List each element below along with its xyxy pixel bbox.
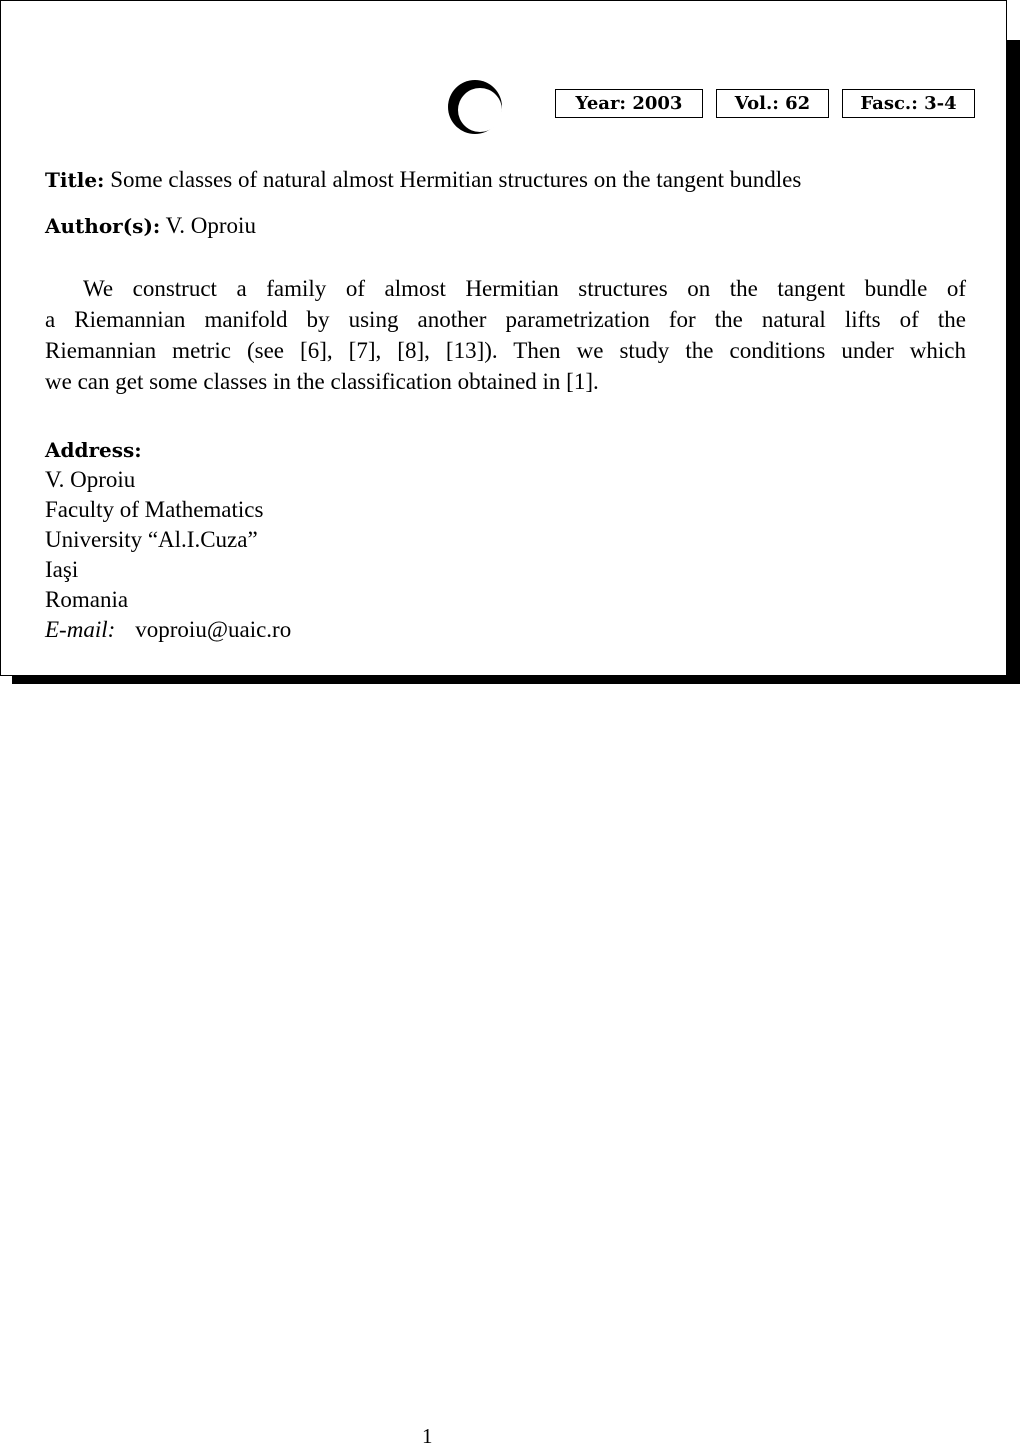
address-heading: Address: [45, 438, 142, 462]
author-row [45, 213, 256, 239]
address-line: Iaşi [45, 557, 79, 582]
title-row [45, 167, 801, 193]
address-line: University “Al.I.Cuza” [45, 527, 258, 552]
fascicle-badge: Fasc.: 3-4 [842, 89, 975, 118]
crescent-moon-icon [447, 79, 503, 135]
article-card [0, 0, 1007, 676]
article-title: Some classes of natural almost Hermitian structures on the tangent bundles [110, 167, 802, 192]
year-badge: Year: 2003 [555, 89, 703, 118]
title-label: Title: [45, 168, 105, 192]
email-row [45, 615, 291, 645]
address-block [45, 435, 291, 645]
address-line: V. Oproiu [45, 467, 136, 492]
article-author: V. Oproiu [165, 213, 256, 238]
abstract [45, 273, 966, 397]
volume-badge: Vol.: 62 [716, 89, 829, 118]
abstract-line: We construct a family of almost Hermitian structures on the tangent bundle of [83, 276, 966, 301]
address-line: Faculty of Mathematics [45, 497, 264, 522]
author-label: Author(s): [45, 214, 161, 238]
address-line: Romania [45, 587, 129, 612]
email-address[interactable]: voproiu@uaic.ro [135, 617, 292, 642]
email-label: E-mail: [45, 617, 116, 642]
abstract-line: we can get some classes in the classification obtained in [1]. [45, 369, 599, 394]
abstract-line: Riemannian metric (see [6], [7], [8], [13]). Then we study the conditions under which [45, 338, 966, 363]
page-number: 1 [422, 1424, 433, 1448]
abstract-line: a Riemannian manifold by using another parametrization for the natural lifts of the [45, 307, 966, 332]
